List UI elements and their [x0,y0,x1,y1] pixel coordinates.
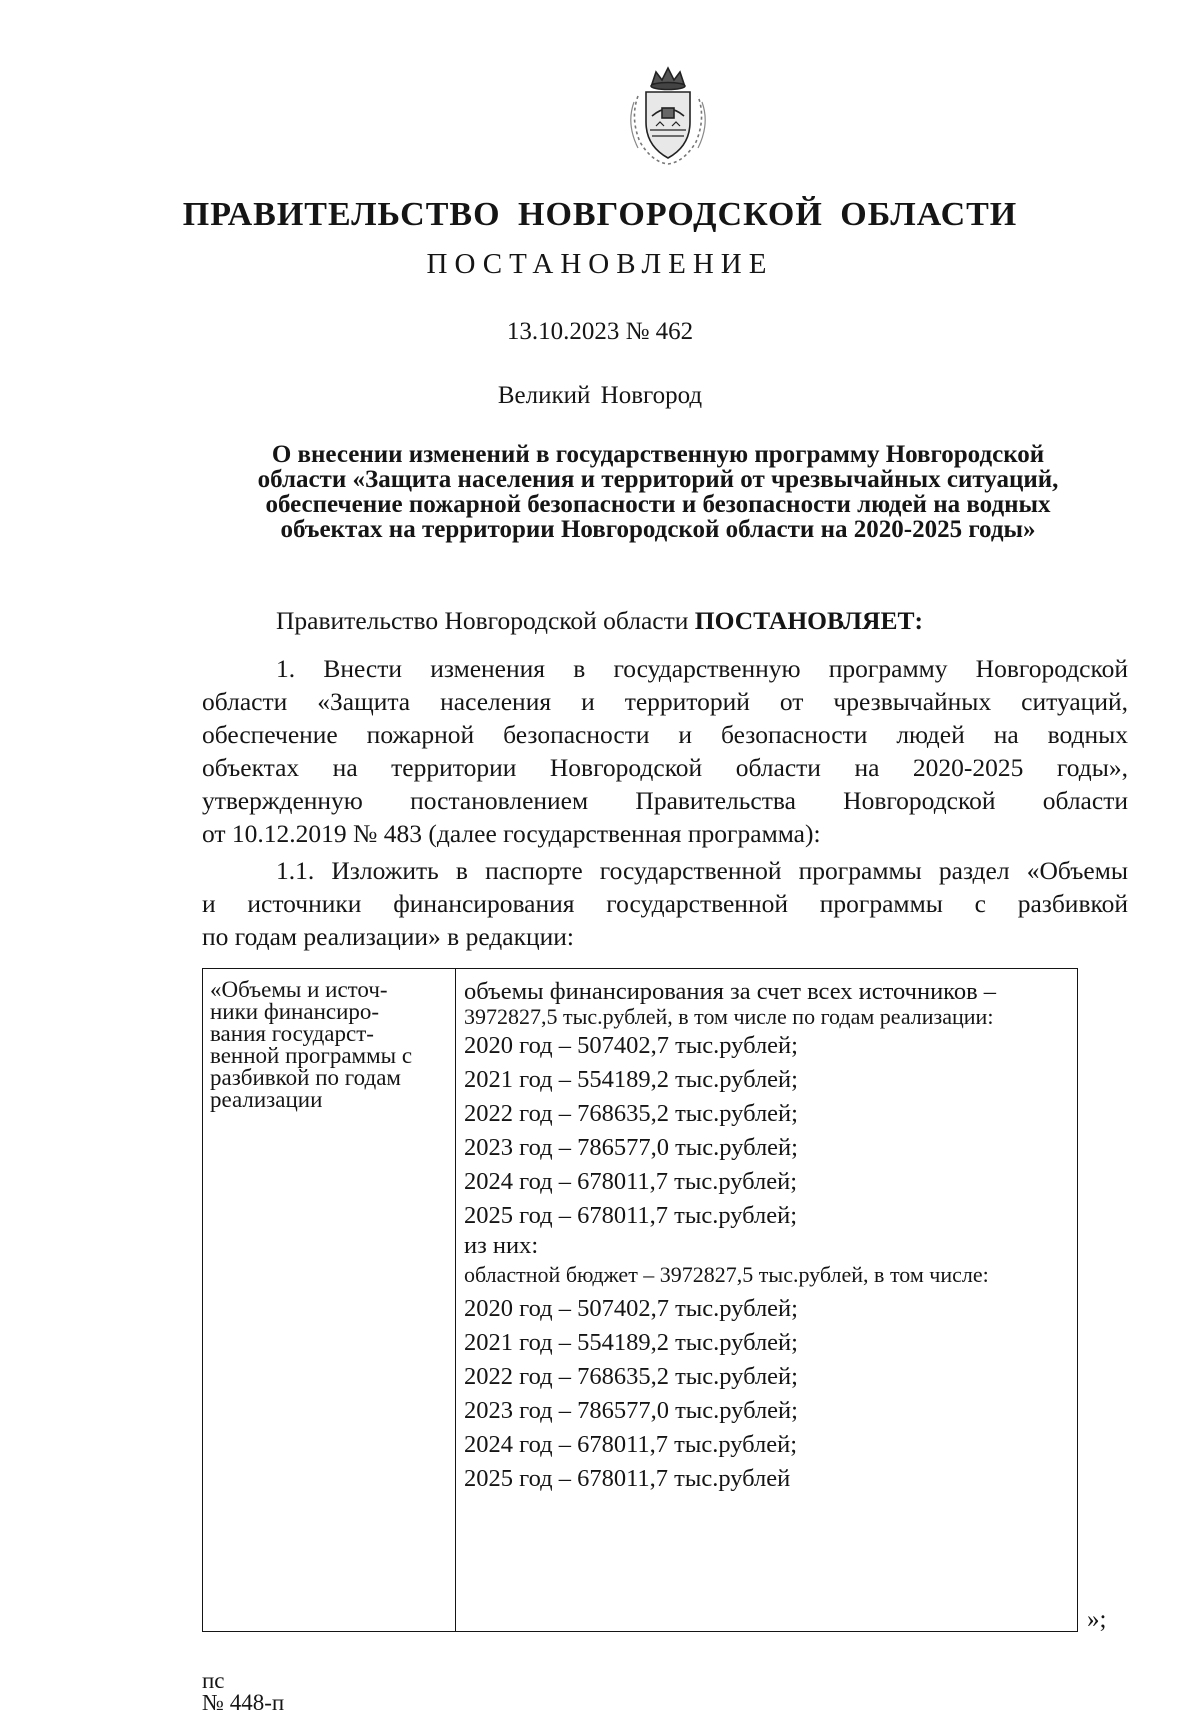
funding-line: 2022 год – 768635,2 тыс.рублей; [464,1100,798,1127]
subject-line: обеспечение пожарной безопасности и безопасности людей на водных [265,491,1051,518]
funding-line: 2021 год – 554189,2 тыс.рублей; [464,1066,798,1093]
funding-table [202,968,1078,1632]
subject-line: области «Защита населения и территорий от чрезвычайных ситуаций, [257,466,1059,493]
paragraph-1 [202,652,1128,850]
government-title: ПРАВИТЕЛЬСТВО НОВГОРОДСКОЙ ОБЛАСТИ [182,196,1018,233]
cell-line: «Объемы и источ- [210,977,388,1002]
paragraph-line: обеспечение пожарной безопасности и безопасности людей на водных [202,720,1128,749]
funding-line: 2024 год – 678011,7 тыс.рублей; [464,1168,798,1195]
funding-line: 2023 год – 786577,0 тыс.рублей; [464,1134,798,1161]
subject-line: объектах на территории Новгородской области на 2020-2025 годы» [280,516,1036,543]
paragraph-line: области «Защита населения и территорий от чрезвычайных ситуаций, [202,687,1128,716]
footer-registration [202,1670,284,1714]
cell-line: ники финансиро- [210,999,380,1024]
paragraph-line: объектах на территории Новгородской области на 2020-2025 годы», [202,753,1128,782]
subject-line: О внесении изменений в государственную программу Новгородской [271,441,1045,468]
footer-code: пс [202,1668,225,1693]
coat-of-arms-emblem [622,62,714,166]
paragraph-line: утвержденную постановлением Правительства Новгородской области [202,786,1128,815]
preamble [276,606,923,636]
table-left-cell [210,979,446,1111]
funding-line: областной бюджет – 3972827,5 тыс.рублей, в том числе: [464,1262,989,1287]
preamble-text: Правительство Новгородской области [276,606,695,635]
document-city: Великий Новгород [497,382,703,409]
funding-line: 2021 год – 554189,2 тыс.рублей; [464,1329,798,1356]
table-right-cell [464,979,1074,1496]
paragraph-1-1 [202,854,1128,953]
footer-number: № 448-п [202,1690,285,1715]
funding-line: 2025 год – 678011,7 тыс.рублей; [464,1202,798,1229]
funding-line: 2020 год – 507402,7 тыс.рублей; [464,1295,798,1322]
paragraph-line: 1.1. Изложить в паспорте государственной программы раздел «Объемы [276,856,1128,885]
funding-line: 2025 год – 678011,7 тыс.рублей [464,1465,791,1492]
funding-line: 2023 год – 786577,0 тыс.рублей; [464,1397,798,1424]
preamble-resolves: ПОСТАНОВЛЯЕТ: [694,606,923,635]
document-date-number: 13.10.2023 № 462 [506,318,694,345]
paragraph-line: по годам реализации» в редакции: [202,922,575,951]
document-subject [200,442,1116,542]
paragraph-line: от 10.12.2019 № 483 (далее государственная программа): [202,819,821,848]
funding-line: 3972827,5 тыс.рублей, в том числе по годам реализации: [464,1004,994,1029]
document-type: ПОСТАНОВЛЕНИЕ [426,248,774,280]
table-column-divider [455,969,456,1631]
paragraph-line: 1. Внести изменения в государственную программу Новгородской [276,654,1128,683]
cell-line: венной программы с [210,1043,413,1068]
funding-line: из них: [464,1232,539,1259]
funding-line: объемы финансирования за счет всех источников – [464,978,997,1005]
cell-line: разбивкой по годам [210,1065,401,1090]
cell-line: вания государст- [210,1021,374,1046]
funding-line: 2020 год – 507402,7 тыс.рублей; [464,1032,798,1059]
funding-line: 2022 год – 768635,2 тыс.рублей; [464,1363,798,1390]
table-closing-mark: »; [1087,1606,1107,1633]
funding-line: 2024 год – 678011,7 тыс.рублей; [464,1431,798,1458]
cell-line: реализации [210,1087,323,1112]
paragraph-line: и источники финансирования государственной программы с разбивкой [202,889,1128,918]
